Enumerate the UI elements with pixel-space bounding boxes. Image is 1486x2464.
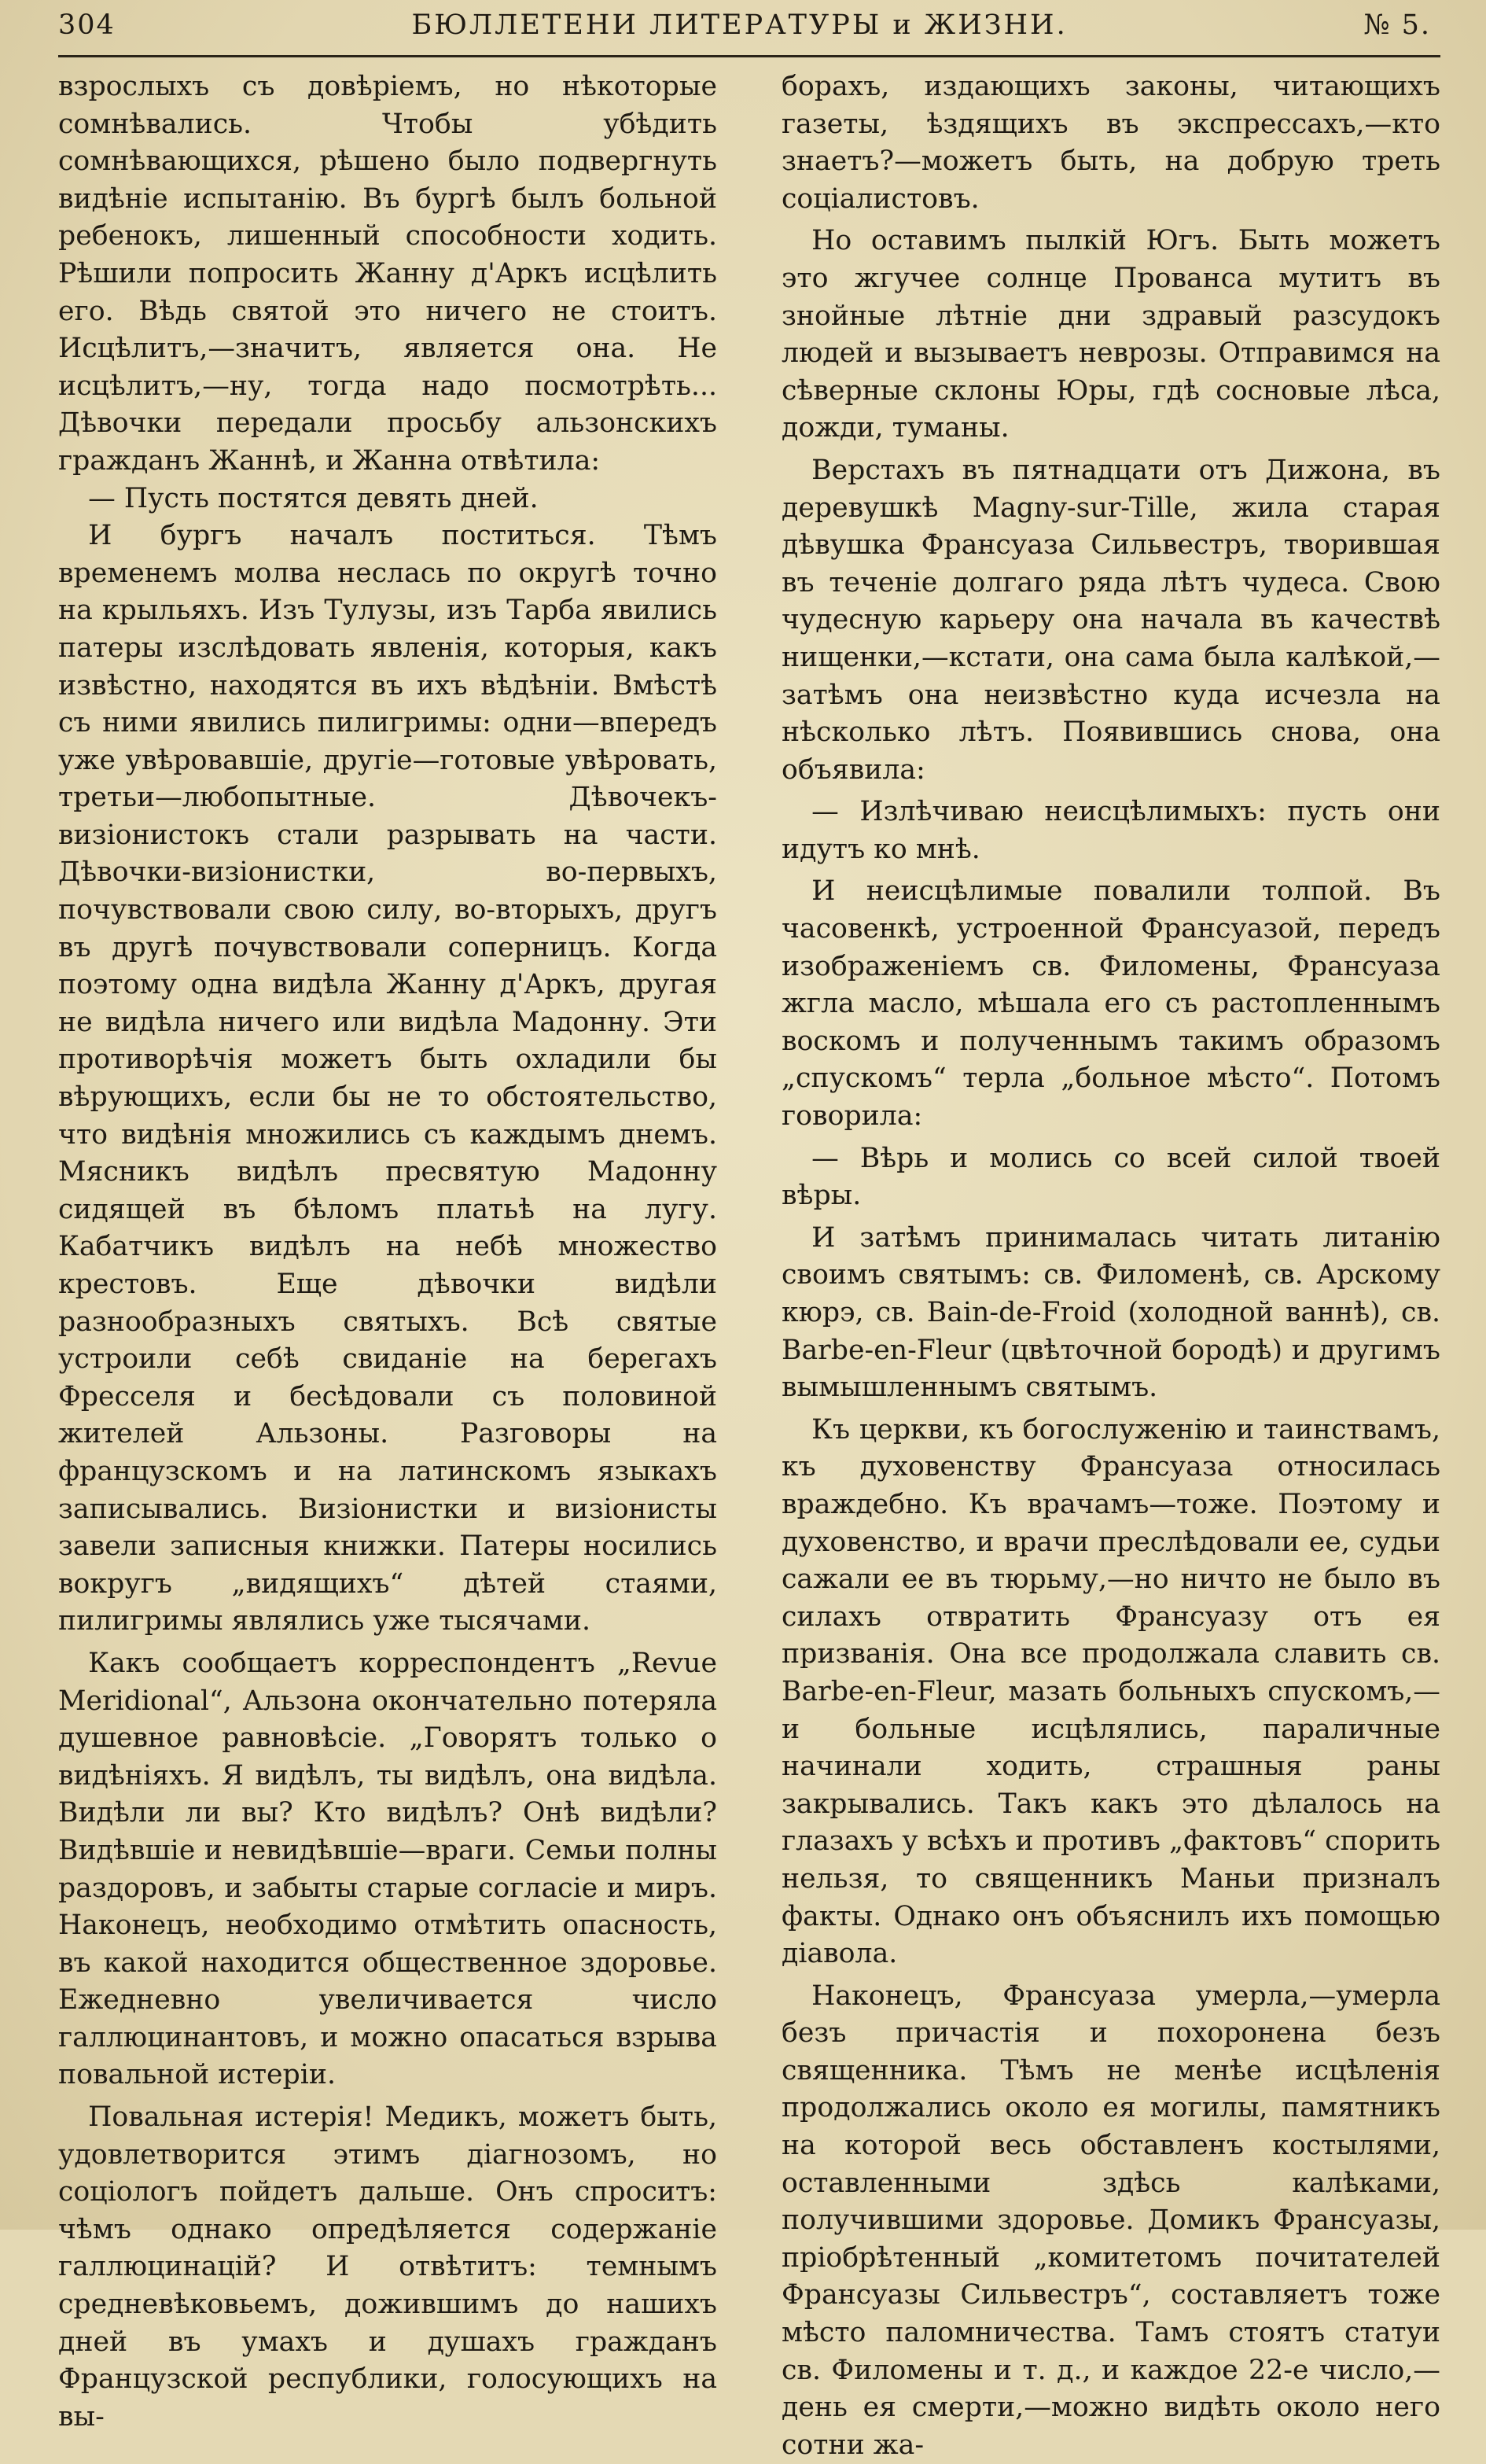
paragraph: — Излѣчиваю неисцѣлимыхъ: пусть они идутъ ко мнѣ. <box>782 796 1440 865</box>
right-column <box>782 68 1440 2461</box>
paragraph: Верстахъ въ пятнадцати отъ Дижона, въ деревушкѣ Magny-sur-Tille, жила старая дѣвушка Франсуаза Сильвестръ, творившая въ теченіе долгаго ряда лѣтъ чудеса. Свою чудесную карьеру она начала въ качествѣ нищенки,—кстати, она сама была калѣкой,—затѣмъ она неизвѣстно куда исчезла на нѣсколько лѣтъ. Появившись снова, она объявила: <box>782 454 1440 786</box>
paragraph: Но оставимъ пылкій Югъ. Быть можетъ это жгучее солнце Прованса мутитъ въ знойные лѣтніе дни здравый разсудокъ людей и вызываетъ неврозы. Отправимся на сѣверные склоны Юры, гдѣ сосновые лѣса, дожди, туманы. <box>782 225 1440 444</box>
paragraph: Какъ сообщаетъ корреспондентъ „Revue Meridional“, Альзона окончательно потеряла душевное равновѣсіе. „Говорятъ только о видѣніяхъ. Я видѣлъ, ты видѣлъ, она видѣла. Видѣли ли вы? Кто видѣлъ? Онѣ видѣли? Видѣвшіе и невидѣвшіе—враги. Семьи полны раздоровъ, и забыты старые согласіе и миръ. Наконецъ, необходимо отмѣтить опасность, въ какой находится общественное здоровье. Ежедневно увеличивается число галлюцинантовъ, и можно опасаться взрыва повальной истеріи. <box>58 1647 717 2091</box>
paragraph: Повальная истерія! Медикъ, можетъ быть, удовлетворится этимъ діагнозомъ, но соціологъ пойдетъ дальше. Онъ спроситъ: чѣмъ однако опредѣляется содержаніе галлюцинацій? И отвѣтитъ: темнымъ средневѣковьемъ, дожившимъ до нашихъ дней въ умахъ и душахъ гражданъ Французской республики, голосующихъ на вы- <box>58 2101 717 2433</box>
paragraph: — Вѣрь и молись со всей силой твоей вѣры. <box>782 1142 1440 1212</box>
issue-number: № 5. <box>1363 9 1431 41</box>
paragraph: — Пусть постятся девять дней. <box>88 482 539 514</box>
paragraph: борахъ, издающихъ законы, читающихъ газеты, ѣздящихъ въ экспрессахъ,—кто знаетъ?—можетъ быть, на добрую треть соціалистовъ. <box>782 71 1440 215</box>
journal-title: БЮЛЛЕТЕНИ ЛИТЕРАТУРЫ и ЖИЗНИ. <box>411 9 1068 41</box>
page-header <box>58 9 1440 50</box>
paragraph: взрослыхъ съ довѣріемъ, но нѣкоторые сомнѣвались. Чтобы убѣдить сомнѣвающихся, рѣшено было подвергнуть видѣніе испытанію. Въ бургѣ былъ больной ребенокъ, лишенный способности ходить. Рѣшили попросить Жанну д'Аркъ исцѣлить его. Вѣдь святой это ничего не стоитъ. Исцѣлитъ,—значитъ, является она. Не исцѣлитъ,—ну, тогда надо посмотрѣть... Дѣвочки передали просьбу альзонскихъ гражданъ Жаннѣ, и Жанна отвѣтила: <box>58 71 717 477</box>
text-columns <box>58 68 1440 2461</box>
header-rule <box>58 55 1440 57</box>
paragraph: Наконецъ, Франсуаза умерла,—умерла безъ причастія и похоронена безъ священника. Тѣмъ не менѣе исцѣленія продолжались около ея могилы, памятникъ на которой весь обставленъ костылями, оставленными здѣсь калѣками, получившими здоровье. Домикъ Франсуазы, пріобрѣтенный „комитетомъ почитателей Франсуазы Сильвестръ“, составляетъ тоже мѣсто паломничества. Тамъ стоятъ статуи св. Филомены и т. д., и каждое 22-е число,—день ея смерти,—можно видѣть около него сотни жа- <box>782 1980 1440 2461</box>
page-number: 304 <box>58 9 116 41</box>
paragraph: Къ церкви, къ богослуженію и таинствамъ, къ духовенству Франсуаза относилась враждебно. Къ врачамъ—тоже. Поэтому и духовенство, и врачи преслѣдовали ее, судьи сажали ее въ тюрьму,—но ничто не было въ силахъ отвратить Франсуазу отъ ея призванія. Она все продолжала славить св. Barbe-en-Fleur, мазать больныхъ спускомъ,—и больные исцѣлялись, параличные начинали ходить, страшныя раны закрывались. Такъ какъ это дѣлалось на глазахъ у всѣхъ и противъ „фактовъ“ спорить нельзя, то священникъ Маньи призналъ факты. Однако онъ объяснилъ ихъ помощью діавола. <box>782 1413 1440 1970</box>
paragraph: И неисцѣлимые повалили толпой. Въ часовенкѣ, устроенной Франсуазой, передъ изображеніемъ св. Филомены, Франсуаза жгла масло, мѣшала его съ растопленнымъ воскомъ и полученнымъ такимъ образомъ „спускомъ“ терла „больное мѣсто“. Потомъ говорила: <box>782 875 1440 1133</box>
left-column <box>58 68 717 2433</box>
paragraph: И затѣмъ принималась читать литанію своимъ святымъ: св. Филоменѣ, св. Арскому кюрэ, св. Bain-de-Froid (холодной ваннѣ), св. Barbe-en-Fleur (цвѣточной бородѣ) и другимъ вымышленнымъ святымъ. <box>782 1221 1440 1404</box>
paragraph: И бургъ началъ поститься. Тѣмъ временемъ молва неслась по округѣ точно на крыльяхъ. Изъ Тулузы, изъ Тарба явились патеры изслѣдовать явленія, которыя, какъ извѣстно, находятся въ ихъ вѣдѣніи. Вмѣстѣ съ ними явились пилигримы: одни—впередъ уже увѣровавшіе, другіе—готовые увѣровать, третьи—любопытные. Дѣвочекъ-визіонистокъ стали разрывать на части. Дѣвочки-визіонистки, во-первыхъ, почувствовали свою силу, во-вторыхъ, другъ въ другѣ почувствовали соперницъ. Когда поэтому одна видѣла Жанну д'Аркъ, другая не видѣла ничего или видѣла Мадонну. Эти противорѣчія можетъ быть охладили бы вѣрующихъ, если бы не то обстоятельство, что видѣнія множились съ каждымъ днемъ. Мясникъ видѣлъ пресвятую Мадонну сидящей въ бѣломъ платьѣ на лугу. Кабатчикъ видѣлъ на небѣ множество крестовъ. Еще дѣвочки видѣли разнообразныхъ святыхъ. Всѣ святые устроили себѣ свиданіе на берегахъ Фресселя и бесѣдовали съ половиной жителей Альзоны. Разговоры на французскомъ и на латинскомъ языкахъ записывались. Визіонистки и визіонисты завели записныя книжки. Патеры носились вокругъ „видящихъ“ дѣтей стаями, пилигримы являлись уже тысячами. <box>58 520 717 1637</box>
